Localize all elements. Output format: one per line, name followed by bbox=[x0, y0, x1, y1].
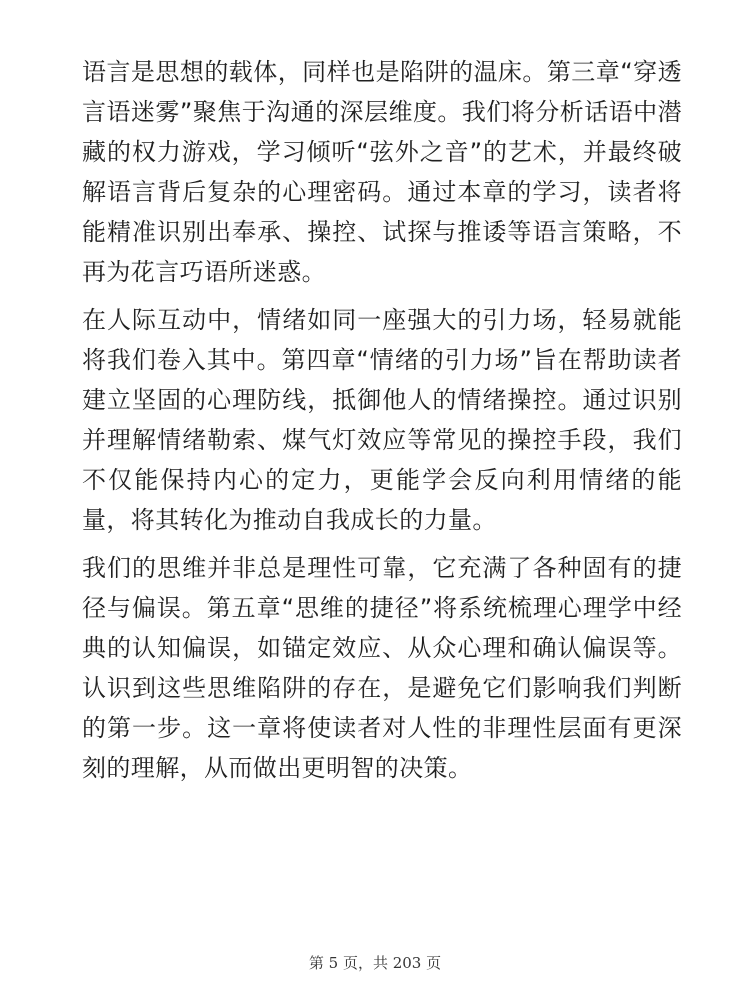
paragraph-chapter-5: 我们的思维并非总是理性可靠，它充满了各种固有的捷径与偏误。第五章“思维的捷径”将系统梳理心理学中经典的认知偏误，如锚定效应、从众心理和确认偏误等。认识到这些思维陷阱的存在，是避免它们影响我们判断的第一步。这一章将使读者对人性的非理性层面有更深刻的理解，从而做出更明智的决策。 bbox=[82, 554, 682, 782]
page-number-footer: 第 5 页，共 203 页 bbox=[308, 954, 442, 972]
paragraph-chapter-3: 语言是思想的载体，同样也是陷阱的温床。第三章“穿透言语迷雾”聚焦于沟通的深层维度。我们将分析话语中潜藏的权力游戏，学习倾听“弦外之音”的艺术，并最终破解语言背后复杂的心理密码。通过本章的学习，读者将能精准识别出奉承、操控、试探与推诿等语言策略，不再为花言巧语所迷惑。 bbox=[82, 58, 682, 286]
paragraph-chapter-4: 在人际互动中，情绪如同一座强大的引力场，轻易就能将我们卷入其中。第四章“情绪的引力场”旨在帮助读者建立坚固的心理防线，抵御他人的情绪操控。通过识别并理解情绪勒索、煤气灯效应等常见的操控手段，我们不仅能保持内心的定力，更能学会反向利用情绪的能量，将其转化为推动自我成长的力量。 bbox=[82, 306, 682, 534]
body-text bbox=[82, 52, 682, 796]
